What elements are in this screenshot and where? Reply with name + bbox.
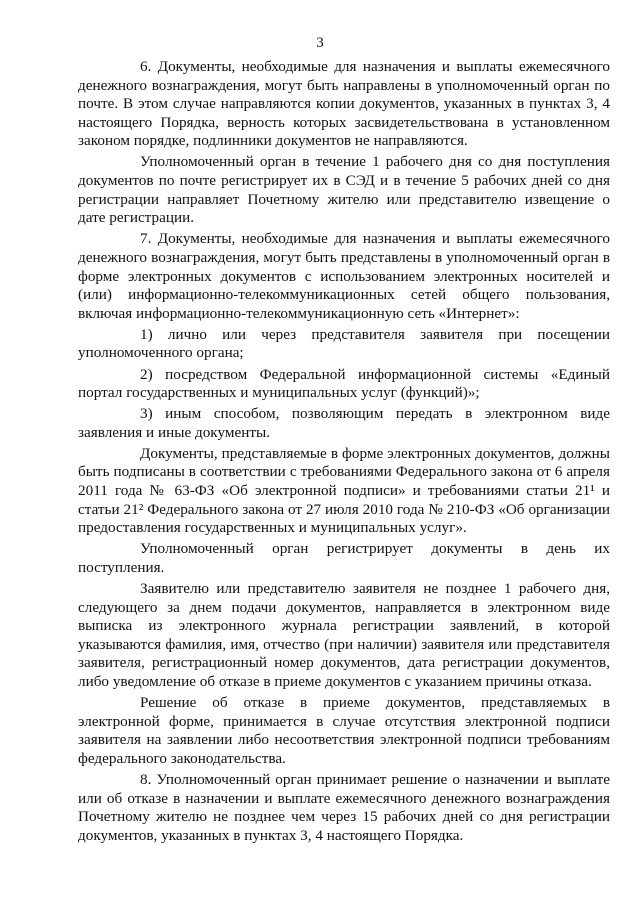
paragraph-item-6-postal: 6. Документы, необходимые для назначения и выплаты ежемесячного денежного вознаграждения, могут быть направлены в уполномоченный орган по почте. В этом случае направляются копии документов, указанных в пунктах 3, 4 настоящего Порядка, верность которых засвидетельствована в установленном законом порядке, подлинники документов не направляются. (78, 58, 610, 150)
paragraph-subitem-3: 3) иным способом, позволяющим передать в электронном виде заявления и иные документы. (78, 405, 610, 441)
paragraph-registration-day: Уполномоченный орган регистрирует документы в день их поступления. (78, 540, 610, 576)
paragraph-postal-registration: Уполномоченный орган в течение 1 рабочего дня со дня поступления документов по почте регистрирует их в СЭД и в течение 5 рабочих дней со дня регистрации направляет Почетному жителю или представителю извещение о дате регистрации. (78, 153, 610, 227)
page-number: 3 (316, 35, 324, 51)
paragraph-registration-extract: Заявителю или представителю заявителя не позднее 1 рабочего дня, следующего за днем подачи документов, направляется в электронном виде выписка из электронного журнала регистрации заявлений, в которой указываются фамилия, имя, отчество (при наличии) заявителя или представителя заявителя, регистрационный номер документов, дата регистрации документов, либо уведомление об отказе в приеме документов с указанием причины отказа. (78, 580, 610, 690)
paragraph-refusal-decision: Решение об отказе в приеме документов, представляемых в электронной форме, принимается в случае отсутствия электронной подписи заявителя на заявлении либо несоответствия электронной подписи требованиям федерального законодательства. (78, 694, 610, 767)
document-body (78, 58, 610, 845)
paragraph-electronic-signature: Документы, представляемые в форме электронных документов, должны быть подписаны в соответствии с требованиями Федерального закона от 6 апреля 2011 года № 63-ФЗ «Об электронной подписи» и требованиями статьи 21¹ и статьи 21² Федерального закона от 27 июля 2010 года № 210-ФЗ «Об организации предоставления государственных и муниципальных услуг». (78, 444, 610, 537)
paragraph-item-8-decision: 8. Уполномоченный орган принимает решение о назначении и выплате или об отказе в назначении и выплате ежемесячного денежного вознаграждения Почетному жителю не позднее чем через 15 рабочих дней со дня регистрации документов, указанных в пунктах 3, 4 настоящего Порядка. (78, 770, 610, 844)
paragraph-subitem-1: 1) лично или через представителя заявителя при посещении уполномоченного органа; (78, 325, 610, 362)
paragraph-item-7-electronic: 7. Документы, необходимые для назначения и выплаты ежемесячного денежного вознаграждения, могут быть представлены в уполномоченный орган в форме электронных документов с использованием электронных носителей и (или) информационно-телекоммуникационных сетей общего пользования, включая информационно-телекоммуникационную сеть «Интернет»: (78, 230, 610, 322)
paragraph-subitem-2: 2) посредством Федеральной информационной системы «Единый портал государственных и муниципальных услуг (функций)»; (78, 365, 610, 402)
